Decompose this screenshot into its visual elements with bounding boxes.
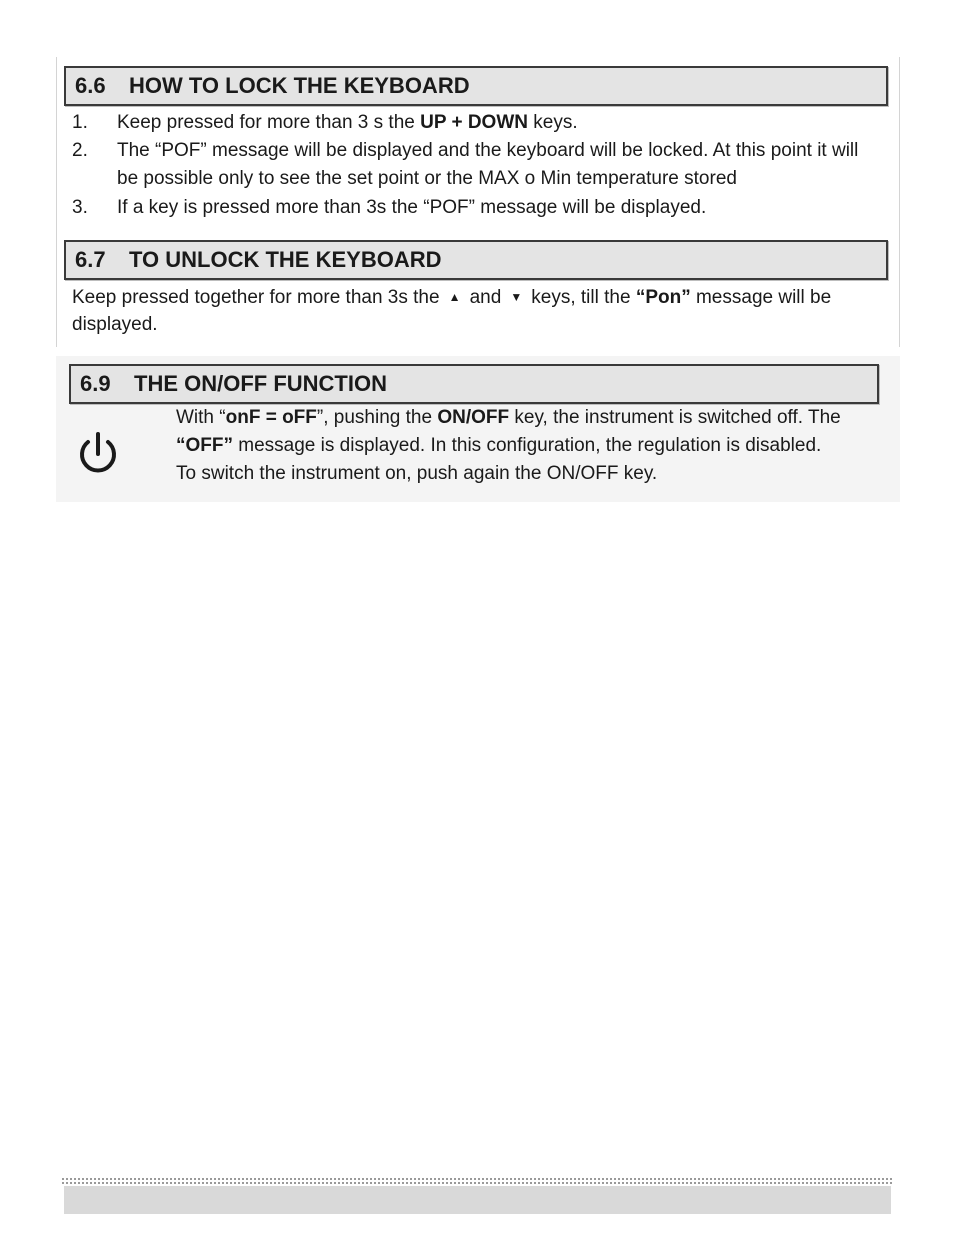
section-number: 6.9: [80, 371, 111, 396]
unlock-instructions-cont: displayed.: [72, 314, 158, 335]
list-item-number: 2.: [72, 140, 88, 161]
text-run: ”, pushing the: [316, 407, 438, 428]
text-run: key, the instrument is switched off. The: [509, 407, 841, 428]
text-run: keys.: [527, 112, 578, 133]
unlock-instructions: [72, 283, 831, 312]
down-arrow-icon: ▼: [510, 290, 523, 304]
message-label: “Pon”: [635, 287, 691, 308]
list-item-number: 1.: [72, 112, 88, 133]
on-off-line-1: [176, 404, 841, 432]
list-item-text: be possible only to see the set point or the MAX o Min temperature stored: [117, 168, 737, 189]
text-run: keys, till the: [531, 287, 636, 308]
section-number: 6.7: [75, 247, 106, 272]
up-arrow-icon: ▲: [448, 290, 461, 304]
text-run: message will be: [690, 287, 832, 308]
text-run: Keep pressed for more than 3 s the: [117, 112, 421, 133]
section-number: 6.6: [75, 73, 106, 98]
power-icon: [76, 430, 120, 478]
list-item-text: The “POF” message will be displayed and the keyboard will be locked. At this point it will: [117, 140, 859, 161]
text-run: message is displayed. In this configuration, the regulation is disabled.: [233, 435, 822, 456]
section-title: TO UNLOCK THE KEYBOARD: [129, 247, 442, 272]
list-item-number: 3.: [72, 197, 88, 218]
list-item-text: [117, 109, 578, 137]
footer-divider: [62, 1178, 892, 1184]
message-label: “OFF”: [176, 435, 233, 456]
section-6-6-header: [64, 66, 888, 106]
on-off-line-3: To switch the instrument on, push again the ON/OFF key.: [176, 463, 658, 484]
key-label: ON/OFF: [437, 407, 510, 428]
text-run: and: [469, 287, 502, 308]
list-item-text: If a key is pressed more than 3s the “POF” message will be displayed.: [117, 197, 707, 218]
text-run: With “: [176, 407, 226, 428]
section-6-9-header: [69, 364, 879, 404]
footer-bar: [64, 1186, 891, 1214]
section-6-7-header: [64, 240, 888, 280]
on-off-line-2: [176, 432, 821, 460]
text-run: Keep pressed together for more than 3s the: [72, 287, 440, 308]
section-title: HOW TO LOCK THE KEYBOARD: [129, 73, 470, 98]
section-title: THE ON/OFF FUNCTION: [134, 371, 387, 396]
param-label: onF = oFF: [225, 407, 317, 428]
keys-label: UP + DOWN: [420, 112, 528, 133]
